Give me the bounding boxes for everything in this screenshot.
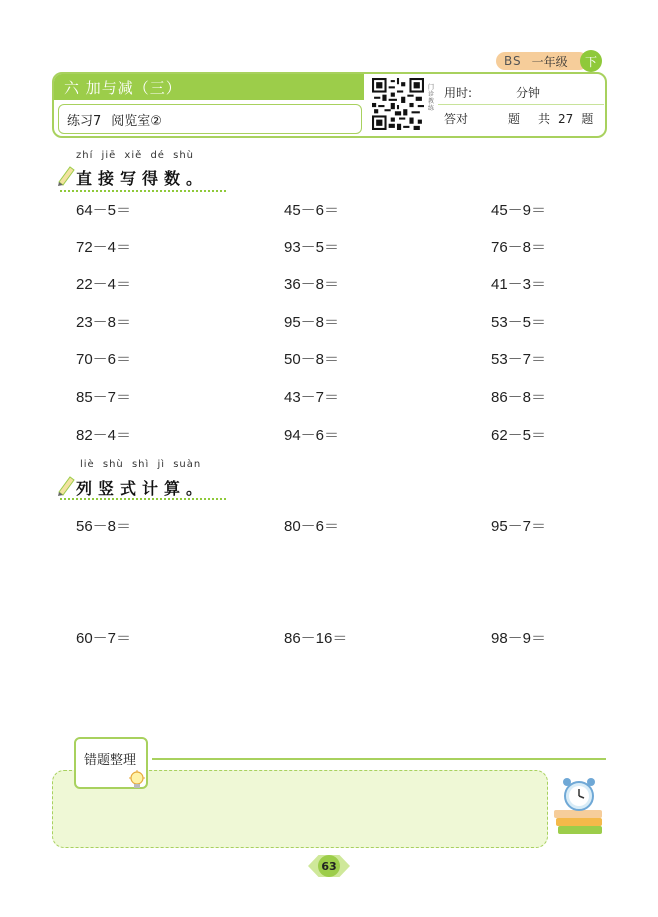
time-row	[444, 84, 540, 101]
error-review-line	[152, 758, 606, 760]
problem: 82－4＝	[76, 427, 132, 444]
problem: 45－9＝	[491, 202, 547, 219]
section2-title: 列竖式计算。	[76, 479, 209, 498]
unit-title: 六 加与减（三）	[54, 74, 364, 100]
problem: 80－6＝	[284, 518, 340, 535]
problem: 62－5＝	[491, 427, 547, 444]
problem: 43－7＝	[284, 389, 340, 406]
qr-side-text: 门诊教练	[428, 84, 435, 112]
correct-unit: 题	[508, 112, 521, 126]
section1-title: 直接写得数。	[76, 169, 209, 188]
lesson-box	[58, 104, 362, 134]
correct-label: 答对	[444, 112, 469, 126]
problem: 86－8＝	[491, 389, 547, 406]
pencil-icon	[56, 164, 76, 186]
section2-underline	[60, 498, 226, 500]
term-label: 下	[580, 50, 602, 72]
total-unit: 题	[581, 112, 594, 126]
qr-code-icon[interactable]	[372, 78, 424, 130]
problem: 50－8＝	[284, 351, 340, 368]
grade-label: 一年级	[531, 54, 568, 69]
problem: 56－8＝	[76, 518, 132, 535]
problem: 93－5＝	[284, 239, 340, 256]
edition-label: BS	[504, 54, 522, 68]
lightbulb-icon	[128, 770, 146, 792]
lesson-header	[52, 72, 607, 138]
problem: 86－16＝	[284, 630, 348, 647]
section2-pinyin: liè shù shì jì suàn	[80, 459, 202, 470]
info-box	[438, 76, 604, 134]
section1-underline	[60, 190, 226, 192]
section1-pinyin: zhí jiē xiě dé shù	[76, 150, 195, 161]
lesson-title: 阅览室②	[111, 113, 162, 129]
error-review-label: 错题整理	[84, 753, 137, 768]
problem: 72－4＝	[76, 239, 132, 256]
problem: 70－6＝	[76, 351, 132, 368]
problem: 23－8＝	[76, 314, 132, 331]
page-number-text: 63	[321, 859, 337, 873]
score-row	[444, 110, 593, 127]
problem: 95－7＝	[491, 518, 547, 535]
problem: 41－3＝	[491, 276, 547, 293]
problem: 85－7＝	[76, 389, 132, 406]
total-count: 27	[558, 111, 574, 126]
qr-frame	[366, 74, 438, 136]
problem: 22－4＝	[76, 276, 132, 293]
problem: 64－5＝	[76, 202, 132, 219]
pencil-icon	[56, 474, 76, 496]
problem: 98－9＝	[491, 630, 547, 647]
grade-badge	[496, 52, 597, 70]
problem: 60－7＝	[76, 630, 132, 647]
problem: 45－6＝	[284, 202, 340, 219]
time-unit: 分钟	[516, 86, 541, 100]
page-number	[316, 855, 342, 877]
alarm-clock-books-icon	[552, 774, 608, 838]
problem: 36－8＝	[284, 276, 340, 293]
lesson-number: 练习7	[67, 113, 102, 129]
problem: 53－7＝	[491, 351, 547, 368]
info-divider	[438, 104, 604, 105]
problem: 94－6＝	[284, 427, 340, 444]
problem: 76－8＝	[491, 239, 547, 256]
time-label: 用时:	[444, 86, 473, 100]
problem: 95－8＝	[284, 314, 340, 331]
total-label: 共	[538, 112, 551, 126]
problem: 53－5＝	[491, 314, 547, 331]
